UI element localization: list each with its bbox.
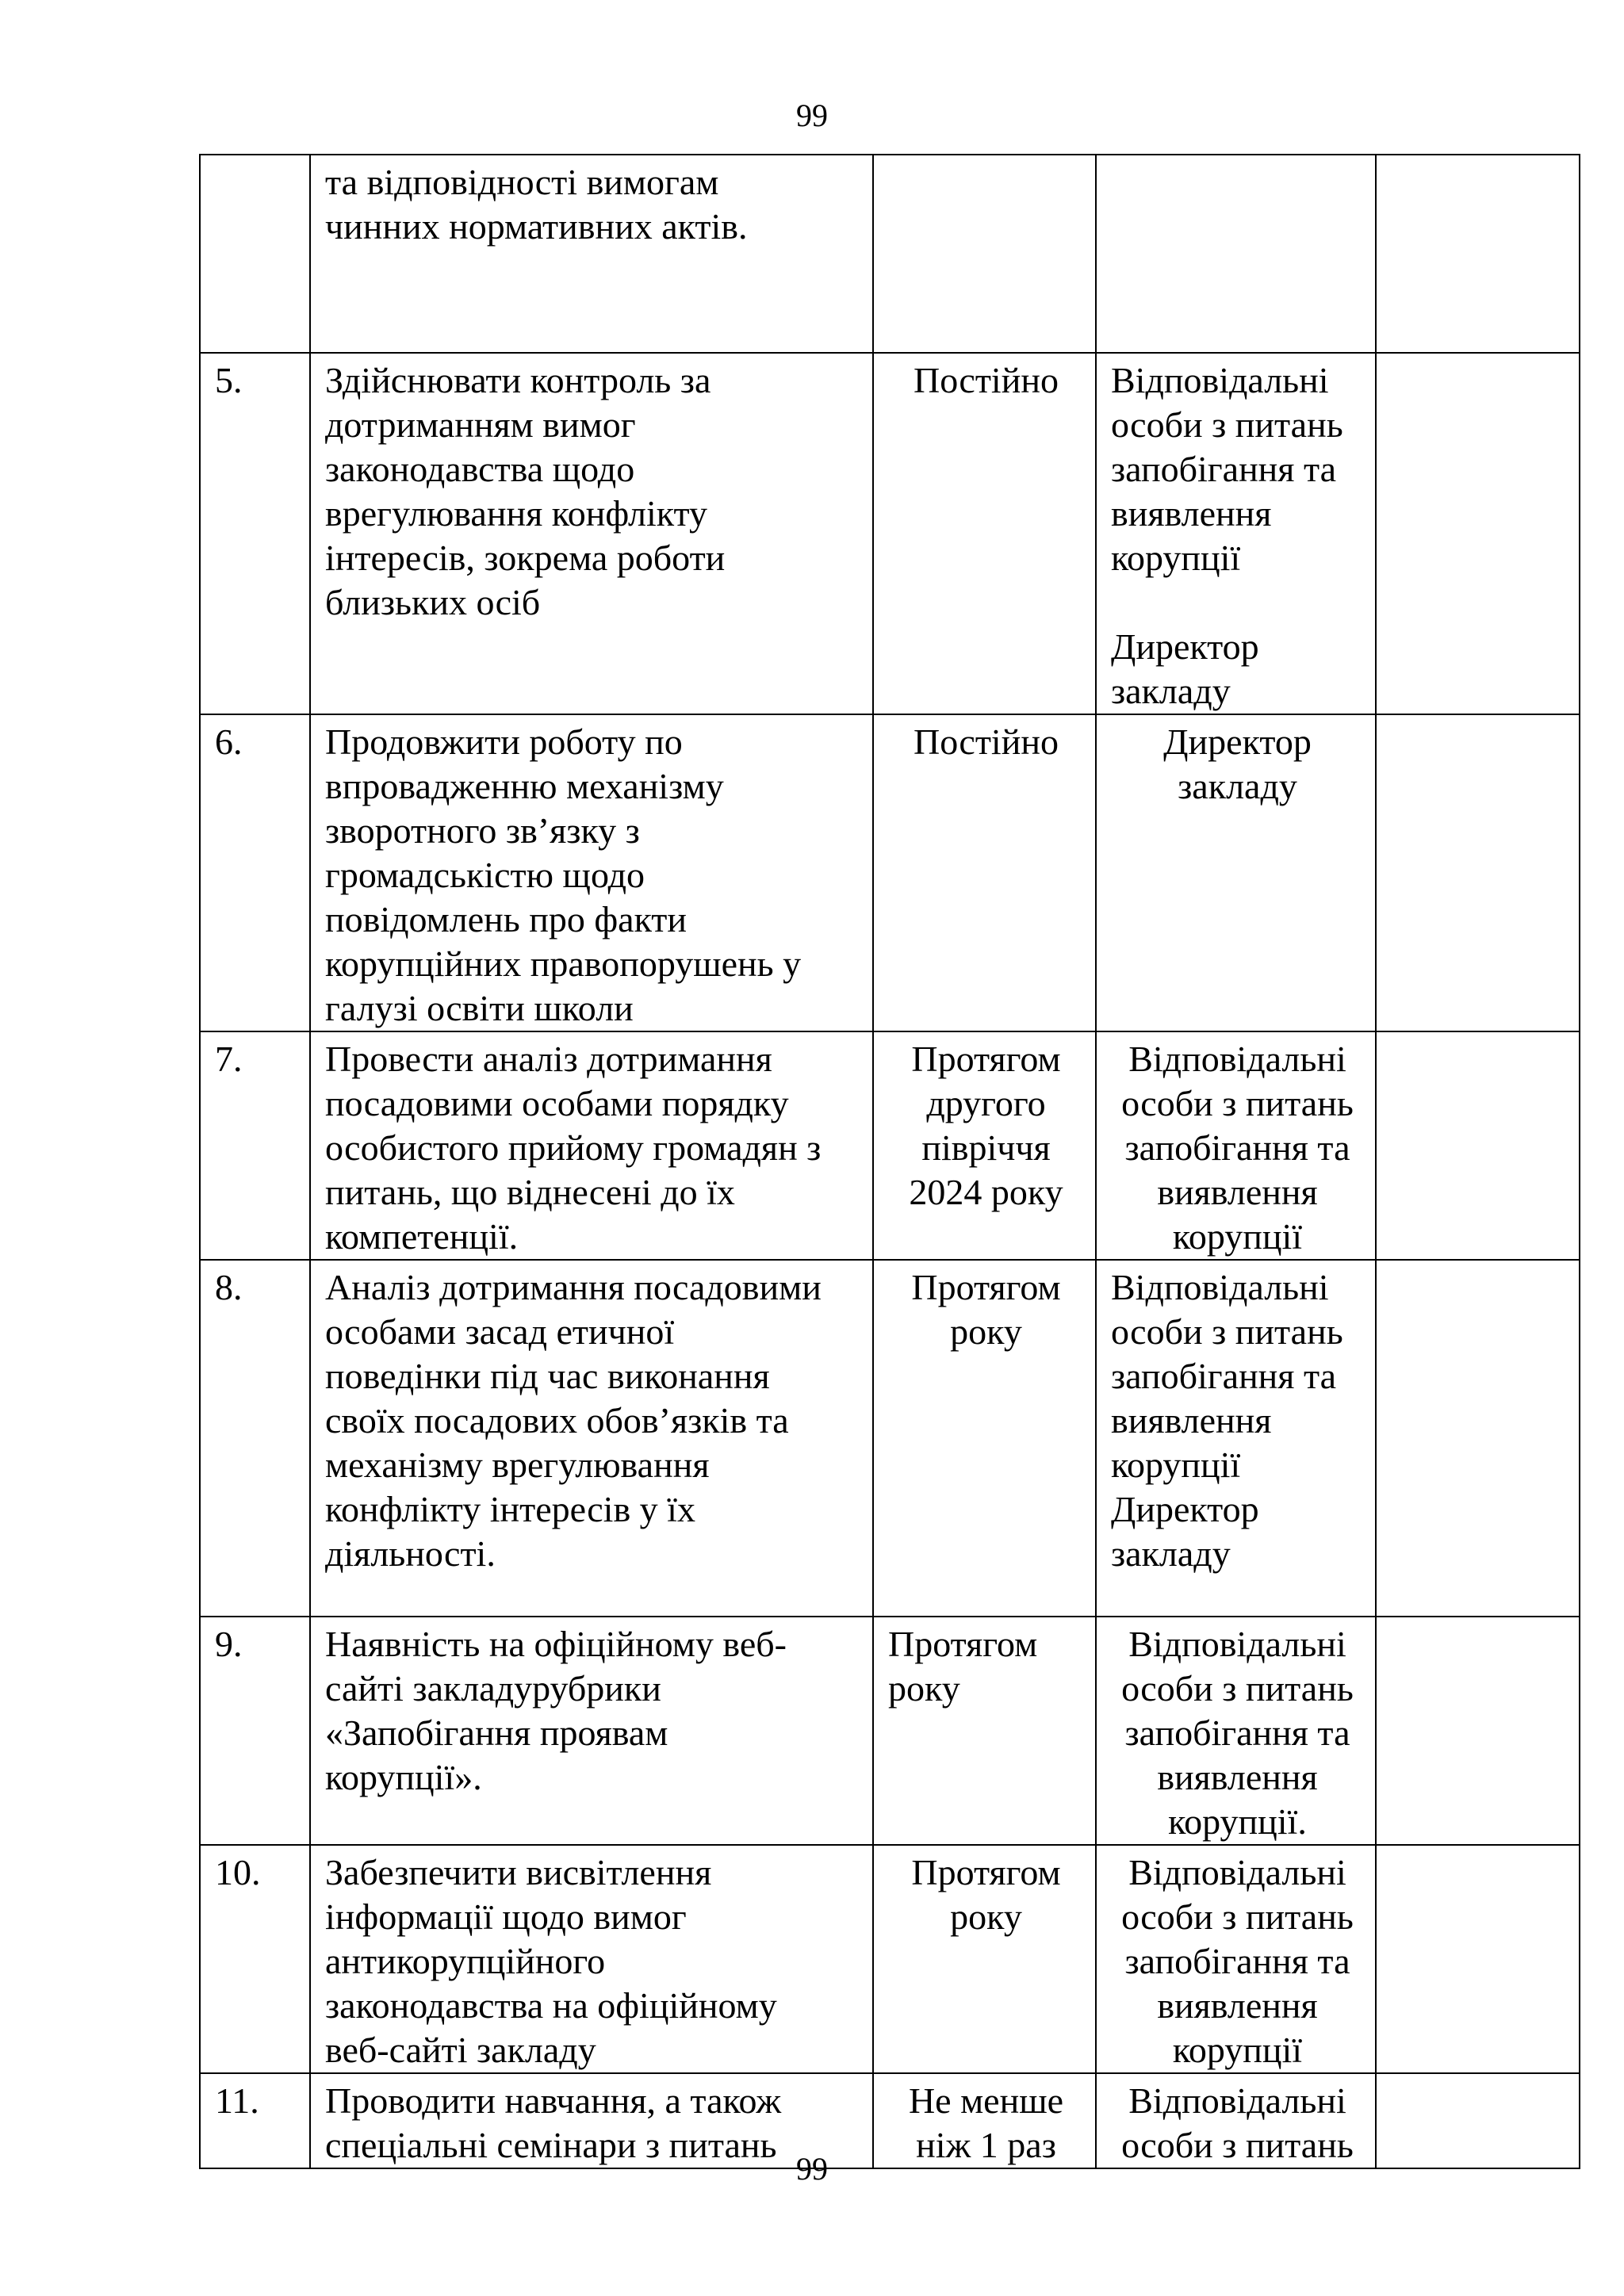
row-responsible: Відповідальні особи з питань запобігання та виявлення корупції Директор закладу xyxy=(1096,1260,1376,1617)
row-number: 10. xyxy=(200,1845,310,2073)
table-row xyxy=(200,353,1580,714)
row-note xyxy=(1376,1260,1580,1617)
row-note xyxy=(1376,1845,1580,2073)
row-number xyxy=(200,155,310,353)
table-row xyxy=(200,1617,1580,1845)
table-row xyxy=(200,1031,1580,1260)
page-number-top: 99 xyxy=(796,98,828,133)
row-number: 11. xyxy=(200,2073,310,2168)
page-number-bottom: 99 xyxy=(796,2151,828,2187)
row-note xyxy=(1376,1031,1580,1260)
row-term: Постійно xyxy=(873,714,1096,1031)
table-row xyxy=(200,1845,1580,2073)
row-action: Здійснювати контроль за дотриманням вимог законодавства щодо врегулювання конфлікту інтересів, зокрема роботи близьких осіб xyxy=(310,353,873,714)
row-action: Аналіз дотримання посадовими особами засад етичної поведінки під час виконання своїх посадових обов’язків та механізму врегулювання конфлікту інтересів у їх діяльності. xyxy=(310,1260,873,1617)
table-row xyxy=(200,714,1580,1031)
row-term: Протягом року xyxy=(873,1617,1096,1845)
row-action: та відповідності вимогам чинних нормативних актів. xyxy=(310,155,873,353)
row-term: Протягом другого півріччя 2024 року xyxy=(873,1031,1096,1260)
row-responsible: Директор закладу xyxy=(1096,714,1376,1031)
row-responsible: Відповідальні особи з питань запобігання та виявлення корупції Директор закладу xyxy=(1096,353,1376,714)
row-number: 8. xyxy=(200,1260,310,1617)
row-note xyxy=(1376,714,1580,1031)
row-term: Протягом року xyxy=(873,1260,1096,1617)
table-row xyxy=(200,1260,1580,1617)
row-number: 5. xyxy=(200,353,310,714)
row-term: Постійно xyxy=(873,353,1096,714)
row-number: 6. xyxy=(200,714,310,1031)
row-term: Не менше ніж 1 раз xyxy=(873,2073,1096,2168)
row-note xyxy=(1376,353,1580,714)
row-responsible: Відповідальні особи з питань xyxy=(1096,2073,1376,2168)
row-term: Протягом року xyxy=(873,1845,1096,2073)
row-note xyxy=(1376,155,1580,353)
row-action: Забезпечити висвітлення інформації щодо вимог антикорупційного законодавства на офіційному веб-сайті закладу xyxy=(310,1845,873,2073)
table-row xyxy=(200,155,1580,353)
anticorruption-plan-table xyxy=(199,154,1580,2169)
row-responsible xyxy=(1096,155,1376,353)
row-action: Продовжити роботу по впровадженню механізму зворотного зв’язку з громадськістю щодо повідомлень про факти корупційних правопорушень у галузі освіти школи xyxy=(310,714,873,1031)
row-note xyxy=(1376,1617,1580,1845)
row-term xyxy=(873,155,1096,353)
row-action: Проводити навчання, а також спеціальні семінари з питань xyxy=(310,2073,873,2168)
row-responsible: Відповідальні особи з питань запобігання та виявлення корупції xyxy=(1096,1031,1376,1260)
row-action: Наявність на офіційному веб- сайті закладурубрики «Запобігання проявам корупції». xyxy=(310,1617,873,1845)
row-number: 9. xyxy=(200,1617,310,1845)
row-responsible: Відповідальні особи з питань запобігання та виявлення корупції xyxy=(1096,1845,1376,2073)
row-number: 7. xyxy=(200,1031,310,1260)
row-responsible: Відповідальні особи з питань запобігання та виявлення корупції. xyxy=(1096,1617,1376,1845)
row-action: Провести аналіз дотримання посадовими особами порядку особистого прийому громадян з питань, що віднесені до їх компетенції. xyxy=(310,1031,873,1260)
